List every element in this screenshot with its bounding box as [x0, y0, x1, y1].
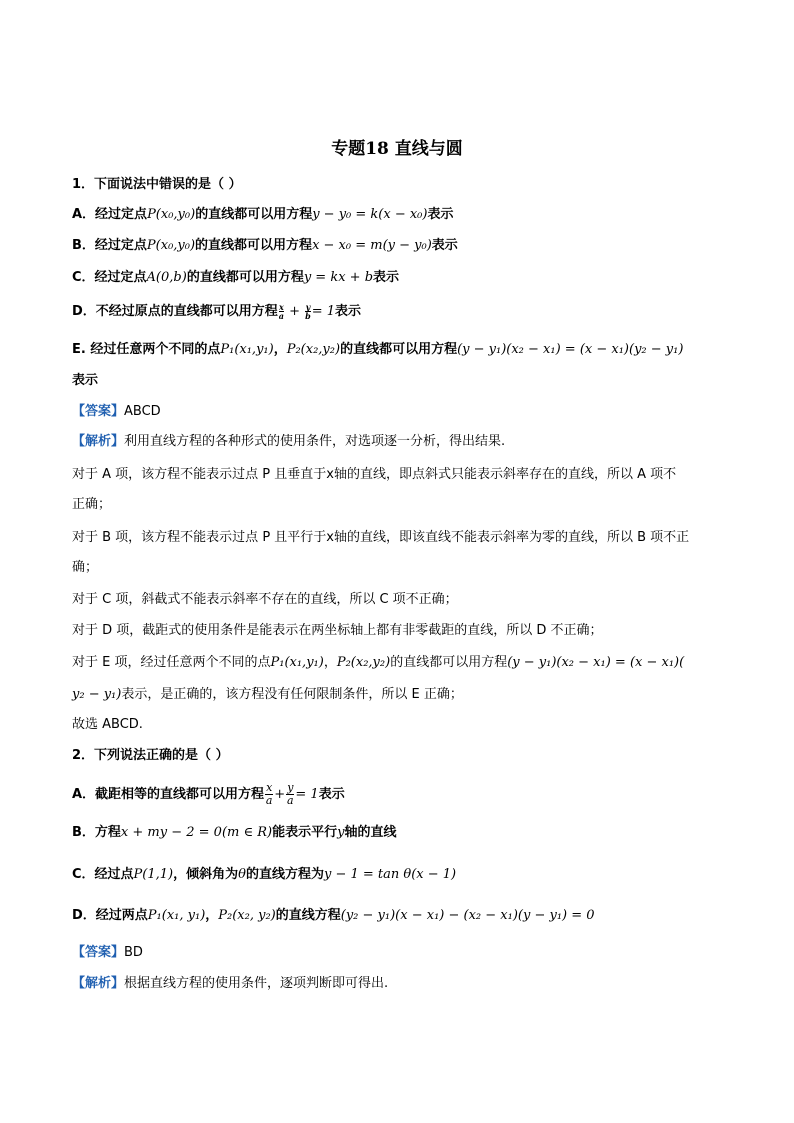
q1-option-d: D．不经过原点的直线都可以用方程 $\frac{x}{a}$ + $\frac{y}{b}$ = 1表示: [72, 302, 362, 321]
q2-option-b: B．方程x + my − 2 = 0(m ∈ R)能表示平行y轴的直线: [72, 825, 397, 840]
q2-option-d: D．经过两点P₁(x₁, y₁)，P₂(x₂, y₂)的直线方程(y₂ − y₁)(x − x₁) − (x₂ − x₁)(y − y₁) = 0: [72, 908, 595, 923]
q1-option-b: B．经过定点P(x₀,y₀)的直线都可以用方程x − x₀ = m(y − y₀)表示: [72, 238, 458, 253]
q1-conclusion: 故选 ABCD.: [72, 717, 143, 732]
q1-option-e-cont: 表示: [72, 373, 99, 388]
q1-answer: 【答案】ABCD: [72, 404, 161, 419]
q1-option-e: E. 经过任意两个不同的点P₁(x₁,y₁)，P₂(x₂,y₂)的直线都可以用方程(y − y₁)(x₂ − x₁) = (x − x₁)(y₂ − y₁): [72, 342, 684, 357]
q2-answer: 【答案】BD: [72, 945, 143, 960]
page-title: 专题18 直线与圆: [331, 139, 463, 159]
q1-option-c: C．经过定点A(0,b)的直线都可以用方程y = kx + b表示: [72, 270, 400, 285]
q1-analysis: 【解析】利用直线方程的各种形式的使用条件，对选项逐一分析，得出结果.: [72, 434, 506, 449]
q2-option-a: A．截距相等的直线都可以用方程 $\frac{x}{a}$ + $\frac{y}{a}$ = 1表示: [72, 781, 345, 807]
q1-option-a: A．经过定点P(x₀,y₀)的直线都可以用方程y − y₀ = k(x − x₀)表示: [72, 207, 454, 222]
analysis-tag: 【解析】: [72, 976, 125, 991]
analysis-tag: 【解析】: [72, 434, 125, 449]
q2-stem: 2．下列说法正确的是（ ）: [72, 748, 229, 763]
q1-analysis-line: 对于 B 项，该方程不能表示过点 P 且平行于x轴的直线，即该直线不能表示斜率为零的直线，所以 B 项不正: [72, 530, 690, 545]
q1-analysis-line: 正确；: [72, 497, 112, 512]
q2-analysis: 【解析】根据直线方程的使用条件，逐项判断即可得出.: [72, 976, 389, 991]
answer-tag: 【答案】: [72, 945, 125, 960]
answer-tag: 【答案】: [72, 404, 125, 419]
q1-stem: 1．下面说法中错误的是（ ）: [72, 177, 242, 192]
q1-analysis-line: 确；: [72, 560, 99, 575]
q2-option-c: C．经过点P(1,1)，倾斜角为θ的直线方程为y − 1 = tan θ(x − 1): [72, 867, 457, 882]
q1-analysis-line: 对于 C 项，斜截式不能表示斜率不存在的直线，所以 C 项不正确；: [72, 592, 458, 607]
q1-analysis-line: 对于 D 项，截距式的使用条件是能表示在两坐标轴上都有非零截距的直线，所以 D 不正确；: [72, 623, 603, 638]
q1-analysis-line-e: 对于 E 项，经过任意两个不同的点P₁(x₁,y₁)，P₂(x₂,y₂)的直线都可以用方程(y − y₁)(x₂ − x₁) = (x − x₁)(: [72, 655, 685, 670]
q1-analysis-line-e-cont: y₂ − y₁)表示，是正确的，该方程没有任何限制条件，所以 E 正确；: [72, 687, 463, 702]
q1-analysis-line: 对于 A 项，该方程不能表示过点 P 且垂直于x轴的直线，即点斜式只能表示斜率存在的直线，所以 A 项不: [72, 467, 677, 482]
